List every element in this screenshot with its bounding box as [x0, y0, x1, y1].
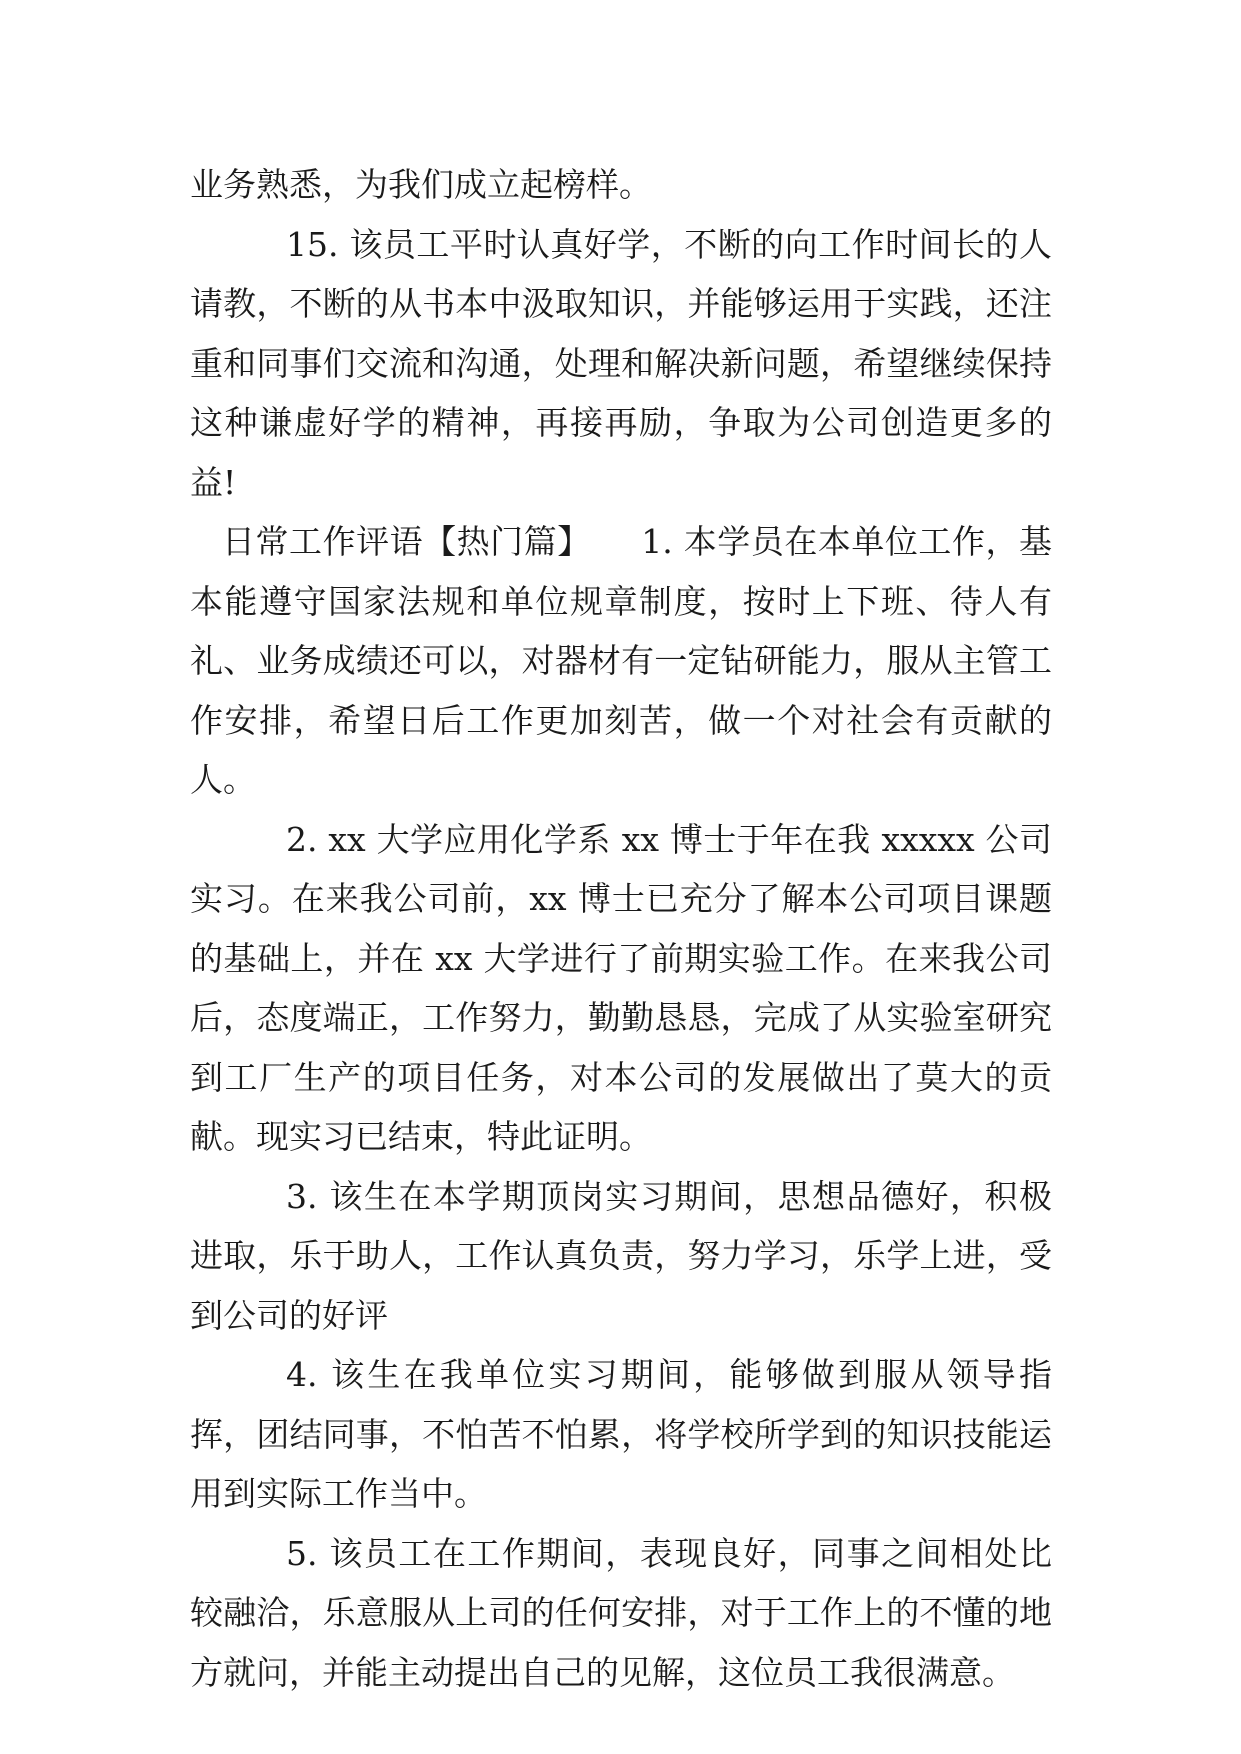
paragraph-continuation: 业务熟悉，为我们成立起榜样。 [190, 165, 652, 204]
paragraph-item-4: 4. 该生在我单位实习期间，能够做到服从领导指挥，团结同事，不怕苦不怕累，将学校所学到的知识技能运用到实际工作当中。 [190, 1355, 1052, 1513]
paragraph-item-2: 2. xx 大学应用化学系 xx 博士于年在我 xxxxx 公司实习。在来我公司前，xx 博士已充分了解本公司项目课题的基础上，并在 xx 大学进行了前期实验工作。在来我公司后，态度端正，工作努力，勤勤恳恳，完成了从实验室研究到工厂生产的项目任务，对本公司的发展做出了莫大的贡献。现实习已结束，特此证明。 [190, 819, 1052, 1156]
section-heading-paragraph: 日常工作评语【热门篇】 1. 本学员在本单位工作，基本能遵守国家法规和单位规章制度，按时上下班、待人有礼、业务成绩还可以，对器材有一定钻研能力，服从主管工作安排，希望日后工作更加刻苦，做一个对社会有贡献的人。 [190, 522, 1052, 799]
paragraph-item-5: 5. 该员工在工作期间，表现良好，同事之间相处比较融洽，乐意服从上司的任何安排，对于工作上的不懂的地方就问，并能主动提出自己的见解，这位员工我很满意。 [190, 1533, 1052, 1692]
document-body [190, 155, 1052, 1702]
paragraph-item-15: 15. 该员工平时认真好学，不断的向工作时间长的人请教，不断的从书本中汲取知识，并能够运用于实践，还注重和同事们交流和沟通，处理和解决新问题，希望继续保持这种谦虚好学的精神，再接再励，争取为公司创造更多的益! [190, 224, 1052, 502]
paragraph-item-3: 3. 该生在本学期顶岗实习期间，思想品德好，积极进取，乐于助人，工作认真负责，努力学习，乐学上进，受到公司的好评 [190, 1176, 1052, 1335]
